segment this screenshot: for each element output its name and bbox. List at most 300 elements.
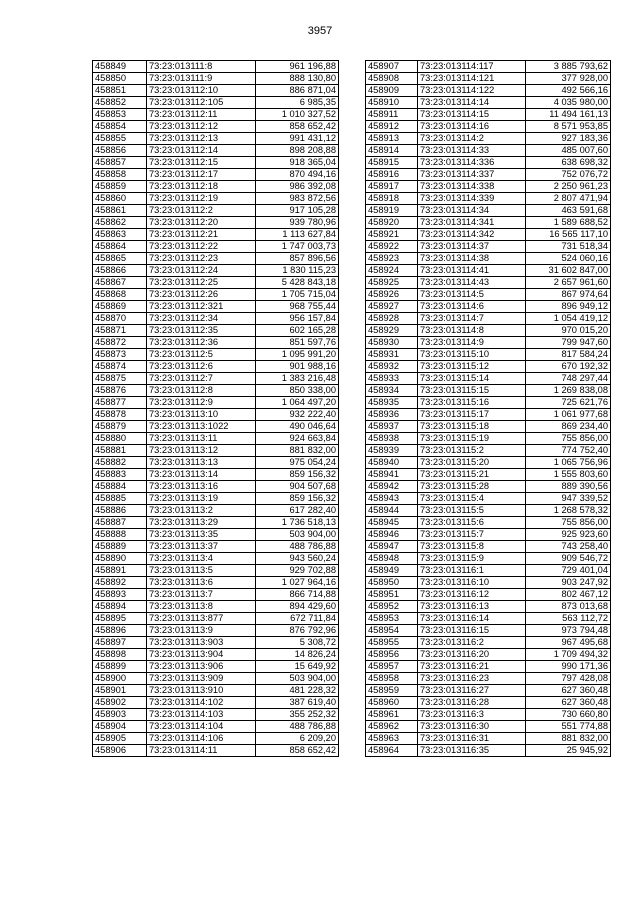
- table-row: [93, 217, 339, 229]
- cadastral-value: 731 518,34: [526, 241, 611, 253]
- cadastral-value: 1 268 578,32: [526, 505, 611, 517]
- cadastral-number: 73:23:013114:14: [418, 97, 526, 109]
- row-number: 458877: [93, 397, 147, 409]
- row-number: 458917: [366, 181, 418, 193]
- row-number: 458871: [93, 325, 147, 337]
- cadastral-number: 73:23:013115:10: [418, 349, 526, 361]
- cadastral-number: 73:23:013112:10: [147, 85, 256, 97]
- cadastral-value: 894 429,60: [256, 601, 339, 613]
- row-number: 458916: [366, 169, 418, 181]
- cadastral-value: 488 786,88: [256, 541, 339, 553]
- cadastral-number: 73:23:013114:103: [147, 709, 256, 721]
- row-number: 458863: [93, 229, 147, 241]
- table-row: [366, 613, 611, 625]
- table-row: [93, 313, 339, 325]
- cadastral-number: 73:23:013113:19: [147, 493, 256, 505]
- cadastral-number: 73:23:013113:909: [147, 673, 256, 685]
- cadastral-value: 881 832,00: [526, 733, 611, 745]
- cadastral-value: 859 156,32: [256, 469, 339, 481]
- table-row: [93, 541, 339, 553]
- row-number: 458885: [93, 493, 147, 505]
- cadastral-value: 481 228,32: [256, 685, 339, 697]
- cadastral-value: 970 015,20: [526, 325, 611, 337]
- table-row: [366, 721, 611, 733]
- left-register-table: [92, 60, 339, 757]
- cadastral-value: 488 786,88: [256, 721, 339, 733]
- row-number: 458921: [366, 229, 418, 241]
- row-number: 458911: [366, 109, 418, 121]
- cadastral-value: 866 714,88: [256, 589, 339, 601]
- row-number: 458868: [93, 289, 147, 301]
- row-number: 458946: [366, 529, 418, 541]
- cadastral-value: 1 747 003,73: [256, 241, 339, 253]
- table-row: [366, 85, 611, 97]
- cadastral-number: 73:23:013115:14: [418, 373, 526, 385]
- cadastral-number: 73:23:013114:342: [418, 229, 526, 241]
- cadastral-value: 904 507,68: [256, 481, 339, 493]
- row-number: 458902: [93, 697, 147, 709]
- cadastral-number: 73:23:013116:30: [418, 721, 526, 733]
- table-row: [93, 589, 339, 601]
- cadastral-number: 73:23:013111:8: [147, 61, 256, 73]
- cadastral-number: 73:23:013112:2: [147, 205, 256, 217]
- cadastral-number: 73:23:013112:18: [147, 181, 256, 193]
- table-row: [93, 637, 339, 649]
- cadastral-value: 947 339,52: [526, 493, 611, 505]
- row-number: 458943: [366, 493, 418, 505]
- cadastral-number: 73:23:013116:31: [418, 733, 526, 745]
- row-number: 458924: [366, 265, 418, 277]
- cadastral-number: 73:23:013116:28: [418, 697, 526, 709]
- row-number: 458930: [366, 337, 418, 349]
- table-row: [366, 481, 611, 493]
- cadastral-number: 73:23:013116:10: [418, 577, 526, 589]
- row-number: 458855: [93, 133, 147, 145]
- cadastral-value: 859 156,32: [256, 493, 339, 505]
- cadastral-value: 748 297,44: [526, 373, 611, 385]
- cadastral-value: 1 555 803,60: [526, 469, 611, 481]
- cadastral-value: 503 904,00: [256, 673, 339, 685]
- row-number: 458901: [93, 685, 147, 697]
- cadastral-number: 73:23:013115:2: [418, 445, 526, 457]
- table-row: [366, 589, 611, 601]
- cadastral-number: 73:23:013113:9: [147, 625, 256, 637]
- row-number: 458963: [366, 733, 418, 745]
- table-row: [93, 613, 339, 625]
- table-row: [366, 61, 611, 73]
- cadastral-value: 638 698,32: [526, 157, 611, 169]
- row-number: 458862: [93, 217, 147, 229]
- row-number: 458935: [366, 397, 418, 409]
- cadastral-number: 73:23:013114:121: [418, 73, 526, 85]
- cadastral-number: 73:23:013113:37: [147, 541, 256, 553]
- cadastral-value: 901 988,16: [256, 361, 339, 373]
- cadastral-value: 881 832,00: [256, 445, 339, 457]
- row-number: 458874: [93, 361, 147, 373]
- row-number: 458895: [93, 613, 147, 625]
- row-number: 458870: [93, 313, 147, 325]
- cadastral-number: 73:23:013115:4: [418, 493, 526, 505]
- row-number: 458945: [366, 517, 418, 529]
- row-number: 458898: [93, 649, 147, 661]
- cadastral-value: 1 589 688,52: [526, 217, 611, 229]
- cadastral-value: 850 338,00: [256, 385, 339, 397]
- cadastral-number: 73:23:013116:3: [418, 709, 526, 721]
- table-row: [93, 733, 339, 745]
- table-row: [366, 625, 611, 637]
- cadastral-number: 73:23:013112:23: [147, 253, 256, 265]
- cadastral-value: 797 428,08: [526, 673, 611, 685]
- cadastral-number: 73:23:013115:17: [418, 409, 526, 421]
- row-number: 458903: [93, 709, 147, 721]
- cadastral-value: 870 494,16: [256, 169, 339, 181]
- row-number: 458914: [366, 145, 418, 157]
- row-number: 458883: [93, 469, 147, 481]
- row-number: 458929: [366, 325, 418, 337]
- cadastral-value: 524 060,16: [526, 253, 611, 265]
- cadastral-value: 939 780,96: [256, 217, 339, 229]
- table-row: [366, 217, 611, 229]
- cadastral-number: 73:23:013112:35: [147, 325, 256, 337]
- cadastral-value: 490 046,64: [256, 421, 339, 433]
- row-number: 458956: [366, 649, 418, 661]
- table-row: [93, 673, 339, 685]
- cadastral-value: 11 494 161,13: [526, 109, 611, 121]
- cadastral-value: 2 657 961,60: [526, 277, 611, 289]
- table-row: [93, 385, 339, 397]
- cadastral-number: 73:23:013115:8: [418, 541, 526, 553]
- row-number: 458881: [93, 445, 147, 457]
- cadastral-value: 551 774,88: [526, 721, 611, 733]
- cadastral-value: 1 095 991,20: [256, 349, 339, 361]
- cadastral-number: 73:23:013113:906: [147, 661, 256, 673]
- table-row: [93, 301, 339, 313]
- table-row: [93, 577, 339, 589]
- row-number: 458962: [366, 721, 418, 733]
- cadastral-value: 14 826,24: [256, 649, 339, 661]
- cadastral-number: 73:23:013113:903: [147, 637, 256, 649]
- table-row: [366, 73, 611, 85]
- cadastral-value: 5 428 843,18: [256, 277, 339, 289]
- row-number: 458920: [366, 217, 418, 229]
- cadastral-value: 1 830 115,23: [256, 265, 339, 277]
- table-row: [366, 685, 611, 697]
- row-number: 458857: [93, 157, 147, 169]
- row-number: 458955: [366, 637, 418, 649]
- cadastral-value: 627 360,48: [526, 697, 611, 709]
- cadastral-number: 73:23:013112:19: [147, 193, 256, 205]
- table-row: [93, 433, 339, 445]
- table-row: [93, 625, 339, 637]
- cadastral-value: 896 949,12: [526, 301, 611, 313]
- table-row: [93, 697, 339, 709]
- cadastral-value: 802 467,12: [526, 589, 611, 601]
- cadastral-number: 73:23:013116:14: [418, 613, 526, 625]
- table-row: [366, 265, 611, 277]
- cadastral-number: 73:23:013112:105: [147, 97, 256, 109]
- cadastral-number: 73:23:013112:25: [147, 277, 256, 289]
- cadastral-number: 73:23:013112:8: [147, 385, 256, 397]
- row-number: 458959: [366, 685, 418, 697]
- table-row: [366, 505, 611, 517]
- row-number: 458872: [93, 337, 147, 349]
- row-number: 458950: [366, 577, 418, 589]
- row-number: 458880: [93, 433, 147, 445]
- cadastral-value: 967 495,68: [526, 637, 611, 649]
- cadastral-number: 73:23:013114:117: [418, 61, 526, 73]
- cadastral-number: 73:23:013114:38: [418, 253, 526, 265]
- table-row: [93, 553, 339, 565]
- cadastral-value: 730 660,80: [526, 709, 611, 721]
- cadastral-number: 73:23:013115:6: [418, 517, 526, 529]
- table-row: [366, 517, 611, 529]
- table-row: [93, 145, 339, 157]
- cadastral-number: 73:23:013113:13: [147, 457, 256, 469]
- cadastral-number: 73:23:013112:24: [147, 265, 256, 277]
- table-row: [93, 517, 339, 529]
- row-number: 458908: [366, 73, 418, 85]
- cadastral-value: 672 711,84: [256, 613, 339, 625]
- cadastral-number: 73:23:013114:341: [418, 217, 526, 229]
- row-number: 458954: [366, 625, 418, 637]
- table-row: [366, 169, 611, 181]
- cadastral-number: 73:23:013115:18: [418, 421, 526, 433]
- table-row: [93, 469, 339, 481]
- cadastral-number: 73:23:013112:9: [147, 397, 256, 409]
- row-number: 458937: [366, 421, 418, 433]
- table-row: [366, 145, 611, 157]
- table-row: [366, 673, 611, 685]
- table-row: [366, 361, 611, 373]
- table-row: [366, 397, 611, 409]
- cadastral-number: 73:23:013113:14: [147, 469, 256, 481]
- cadastral-value: 973 794,48: [526, 625, 611, 637]
- cadastral-number: 73:23:013115:20: [418, 457, 526, 469]
- table-row: [93, 289, 339, 301]
- cadastral-value: 888 130,80: [256, 73, 339, 85]
- cadastral-value: 1 064 497,20: [256, 397, 339, 409]
- cadastral-number: 73:23:013115:19: [418, 433, 526, 445]
- table-row: [93, 685, 339, 697]
- cadastral-value: 857 896,56: [256, 253, 339, 265]
- table-row: [93, 169, 339, 181]
- cadastral-number: 73:23:013116:21: [418, 661, 526, 673]
- cadastral-number: 73:23:013111:9: [147, 73, 256, 85]
- table-row: [366, 649, 611, 661]
- cadastral-value: 8 571 953,85: [526, 121, 611, 133]
- row-number: 458925: [366, 277, 418, 289]
- cadastral-number: 73:23:013113:910: [147, 685, 256, 697]
- cadastral-number: 73:23:013112:6: [147, 361, 256, 373]
- row-number: 458876: [93, 385, 147, 397]
- cadastral-value: 1 061 977,68: [526, 409, 611, 421]
- table-row: [93, 397, 339, 409]
- table-row: [366, 745, 611, 757]
- cadastral-value: 752 076,72: [526, 169, 611, 181]
- cadastral-value: 463 591,68: [526, 205, 611, 217]
- table-row: [366, 181, 611, 193]
- table-row: [93, 325, 339, 337]
- row-number: 458853: [93, 109, 147, 121]
- row-number: 458957: [366, 661, 418, 673]
- row-number: 458860: [93, 193, 147, 205]
- cadastral-number: 73:23:013114:15: [418, 109, 526, 121]
- row-number: 458858: [93, 169, 147, 181]
- table-row: [93, 349, 339, 361]
- cadastral-number: 73:23:013113:8: [147, 601, 256, 613]
- cadastral-value: 956 157,84: [256, 313, 339, 325]
- table-row: [93, 409, 339, 421]
- table-row: [93, 181, 339, 193]
- cadastral-value: 867 974,64: [526, 289, 611, 301]
- cadastral-number: 73:23:013113:7: [147, 589, 256, 601]
- table-row: [366, 577, 611, 589]
- row-number: 458936: [366, 409, 418, 421]
- row-number: 458912: [366, 121, 418, 133]
- cadastral-number: 73:23:013114:16: [418, 121, 526, 133]
- row-number: 458890: [93, 553, 147, 565]
- cadastral-value: 563 112,72: [526, 613, 611, 625]
- cadastral-value: 858 652,42: [256, 745, 339, 757]
- row-number: 458949: [366, 565, 418, 577]
- row-number: 458864: [93, 241, 147, 253]
- cadastral-number: 73:23:013113:4: [147, 553, 256, 565]
- row-number: 458944: [366, 505, 418, 517]
- table-row: [366, 553, 611, 565]
- row-number: 458958: [366, 673, 418, 685]
- cadastral-value: 858 652,42: [256, 121, 339, 133]
- cadastral-value: 986 392,08: [256, 181, 339, 193]
- table-row: [93, 229, 339, 241]
- table-row: [366, 637, 611, 649]
- cadastral-number: 73:23:013116:13: [418, 601, 526, 613]
- cadastral-number: 73:23:013114:339: [418, 193, 526, 205]
- row-number: 458932: [366, 361, 418, 373]
- table-row: [366, 193, 611, 205]
- row-number: 458942: [366, 481, 418, 493]
- cadastral-value: 975 054,24: [256, 457, 339, 469]
- table-row: [93, 493, 339, 505]
- cadastral-value: 1 054 419,12: [526, 313, 611, 325]
- row-number: 458910: [366, 97, 418, 109]
- cadastral-value: 991 431,12: [256, 133, 339, 145]
- cadastral-value: 983 872,56: [256, 193, 339, 205]
- table-row: [93, 157, 339, 169]
- cadastral-number: 73:23:013112:26: [147, 289, 256, 301]
- cadastral-number: 73:23:013112:36: [147, 337, 256, 349]
- row-number: 458889: [93, 541, 147, 553]
- cadastral-value: 1 709 494,32: [526, 649, 611, 661]
- cadastral-number: 73:23:013112:20: [147, 217, 256, 229]
- cadastral-number: 73:23:013114:43: [418, 277, 526, 289]
- row-number: 458922: [366, 241, 418, 253]
- row-number: 458951: [366, 589, 418, 601]
- cadastral-number: 73:23:013112:14: [147, 145, 256, 157]
- cadastral-value: 1 736 518,13: [256, 517, 339, 529]
- cadastral-value: 817 584,24: [526, 349, 611, 361]
- cadastral-number: 73:23:013114:7: [418, 313, 526, 325]
- row-number: 458952: [366, 601, 418, 613]
- cadastral-number: 73:23:013113:1022: [147, 421, 256, 433]
- row-number: 458867: [93, 277, 147, 289]
- row-number: 458934: [366, 385, 418, 397]
- row-number: 458939: [366, 445, 418, 457]
- cadastral-value: 755 856,00: [526, 433, 611, 445]
- cadastral-value: 485 007,60: [526, 145, 611, 157]
- cadastral-number: 73:23:013114:37: [418, 241, 526, 253]
- table-row: [366, 433, 611, 445]
- cadastral-number: 73:23:013115:7: [418, 529, 526, 541]
- row-number: 458931: [366, 349, 418, 361]
- table-row: [366, 469, 611, 481]
- cadastral-number: 73:23:013114:8: [418, 325, 526, 337]
- cadastral-value: 1 113 627,84: [256, 229, 339, 241]
- cadastral-number: 73:23:013114:5: [418, 289, 526, 301]
- cadastral-value: 5 308,72: [256, 637, 339, 649]
- cadastral-number: 73:23:013114:104: [147, 721, 256, 733]
- row-number: 458852: [93, 97, 147, 109]
- table-row: [366, 157, 611, 169]
- table-row: [93, 661, 339, 673]
- cadastral-number: 73:23:013116:35: [418, 745, 526, 757]
- cadastral-number: 73:23:013116:20: [418, 649, 526, 661]
- row-number: 458891: [93, 565, 147, 577]
- cadastral-value: 387 619,40: [256, 697, 339, 709]
- cadastral-value: 990 171,36: [526, 661, 611, 673]
- row-number: 458856: [93, 145, 147, 157]
- cadastral-number: 73:23:013116:27: [418, 685, 526, 697]
- cadastral-number: 73:23:013114:34: [418, 205, 526, 217]
- cadastral-value: 725 621,76: [526, 397, 611, 409]
- row-number: 458854: [93, 121, 147, 133]
- cadastral-number: 73:23:013115:15: [418, 385, 526, 397]
- cadastral-value: 729 401,04: [526, 565, 611, 577]
- cadastral-value: 1 027 964,16: [256, 577, 339, 589]
- row-number: 458888: [93, 529, 147, 541]
- cadastral-number: 73:23:013113:12: [147, 445, 256, 457]
- cadastral-number: 73:23:013115:16: [418, 397, 526, 409]
- cadastral-number: 73:23:013113:29: [147, 517, 256, 529]
- table-row: [93, 745, 339, 757]
- cadastral-number: 73:23:013112:13: [147, 133, 256, 145]
- cadastral-value: 909 546,72: [526, 553, 611, 565]
- table-row: [93, 601, 339, 613]
- cadastral-value: 377 928,00: [526, 73, 611, 85]
- row-number: 458907: [366, 61, 418, 73]
- table-row: [93, 61, 339, 73]
- cadastral-number: 73:23:013112:12: [147, 121, 256, 133]
- table-row: [366, 733, 611, 745]
- table-row: [366, 133, 611, 145]
- cadastral-number: 73:23:013113:877: [147, 613, 256, 625]
- row-number: 458904: [93, 721, 147, 733]
- table-row: [366, 445, 611, 457]
- row-number: 458896: [93, 625, 147, 637]
- table-row: [366, 421, 611, 433]
- table-row: [366, 349, 611, 361]
- row-number: 458861: [93, 205, 147, 217]
- table-row: [93, 529, 339, 541]
- row-number: 458909: [366, 85, 418, 97]
- cadastral-number: 73:23:013113:904: [147, 649, 256, 661]
- cadastral-number: 73:23:013113:10: [147, 409, 256, 421]
- cadastral-value: 15 649,92: [256, 661, 339, 673]
- row-number: 458850: [93, 73, 147, 85]
- table-row: [366, 565, 611, 577]
- cadastral-value: 503 904,00: [256, 529, 339, 541]
- page-number: 3957: [307, 25, 333, 37]
- cadastral-number: 73:23:013113:5: [147, 565, 256, 577]
